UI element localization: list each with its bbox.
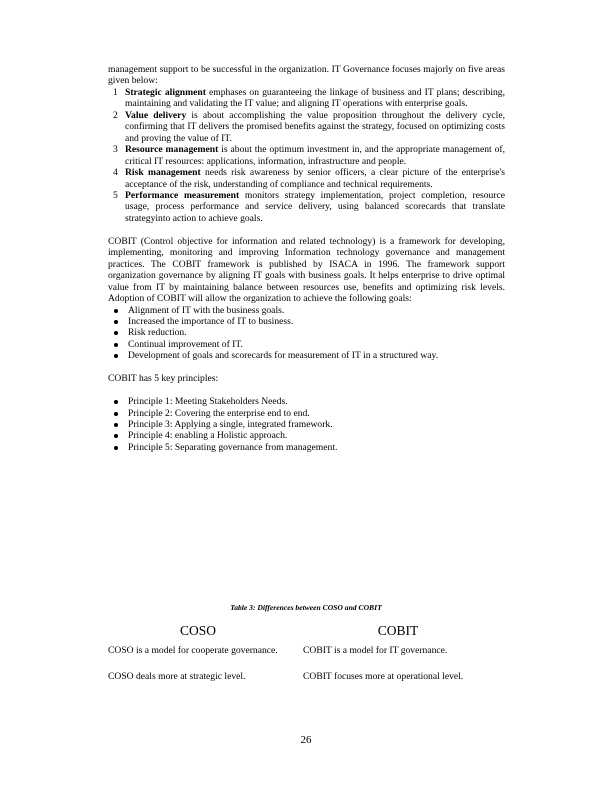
principles-list [108,396,505,453]
list-item [108,327,505,338]
focus-area-item [108,87,505,110]
focus-area-text: is about the optimum investment in, and the appropriate management of, critical IT resources: applications, information, infrastructure and people. [125,144,505,167]
list-number: 5 [113,189,118,201]
bullet-icon [114,423,118,427]
list-item [108,419,505,430]
list-item-text: Continual improvement of IT. [128,338,243,350]
spacer [108,224,505,235]
focus-area-item [108,190,505,224]
bullet-icon [114,400,118,404]
table-header-cobit: COBIT [377,623,419,638]
list-item-text: Principle 1: Meeting Stakeholders Needs. [128,396,288,408]
bullet-icon [114,354,118,358]
focus-area-text: is about accomplishing the value proposition throughout the delivery cycle, confirming that IT delivers the promised benefits against the strategy, focused on optimizing costs and proving the value of IT. [125,109,505,144]
table-row [108,644,508,670]
list-item [108,339,505,350]
focus-area-item [108,110,505,144]
list-number: 4 [113,167,118,179]
focus-area-item [108,144,505,167]
list-number: 3 [113,144,118,156]
list-item [108,316,505,327]
bullet-icon [114,434,118,438]
list-item-text: Risk reduction. [128,327,187,339]
bullet-icon [114,343,118,347]
list-item [108,430,505,441]
list-item-text: Principle 2: Covering the enterprise end to end. [128,407,310,419]
bullet-icon [114,309,118,313]
list-item-text: Principle 5: Separating governance from management. [128,441,338,453]
table-header-coso: COSO [179,623,216,638]
intro-paragraph: management support to be successful in the organization. IT Governance focuses majorly on five areas given below: [108,64,505,87]
cobit-goals-list [108,305,505,362]
table-caption: Table 3: Differences between COSO and COBIT [230,603,382,612]
list-item-text: Principle 4: enabling a Holistic approach. [128,430,288,442]
focus-area-term: Strategic alignment [125,86,206,98]
list-item [108,396,505,407]
list-item-text: Increased the importance of IT to business. [128,315,294,327]
focus-area-text: monitors strategy implementation, project completion, resource usage, process performance and service delivery, using balanced scorecards that translate strategyinto action to achieve goals. [125,189,505,224]
focus-area-text: needs risk awareness by senior officers, a clear picture of the enterprise's acceptance of the risk, understanding of compliance and technical requirements. [125,167,505,190]
comparison-table [108,622,508,696]
cobit-paragraph: COBIT (Control objective for information and related technology) is a framework for developing, implementing, monitoring and improving Information technology governance and management practices. The COBIT framework is published by ISACA in 1996. The framework support organization governance by aligning IT goals with business goals. It helps enterprise to drive optimal value from IT by maintaining balance between resources use, benefits and optimizing risk levels. Adoption of COBIT will allow the organization to achieve the following goals: [108,235,505,305]
focus-area-term: Risk management [125,167,201,179]
focus-area-term: Resource management [125,144,219,156]
bullet-icon [114,320,118,324]
list-item [108,442,505,453]
list-item [108,408,505,419]
focus-area-text: emphases on guaranteeing the linkage of business and IT plans; describing, maintaining and validating the IT value; and aligning IT operations with enterprise goals. [125,86,505,110]
bullet-icon [114,331,118,335]
list-item [108,305,505,316]
principles-intro: COBIT has 5 key principles: [108,373,219,385]
list-item-text: Principle 3: Applying a single, integrated framework. [128,419,333,430]
focus-area-term: Performance measurement [125,189,240,201]
table-header-row [108,622,508,644]
page-number: 26 [300,734,312,746]
focus-area-item [108,167,505,190]
list-item [108,350,505,361]
list-number: 1 [113,86,118,98]
table-cell: COSO deals more at strategic level. [108,671,246,682]
bullet-icon [114,446,118,450]
table-cell: COBIT focuses more at operational level. [303,671,464,682]
focus-area-term: Value delivery [125,109,187,121]
table-row [108,670,508,696]
spacer [108,362,505,373]
spacer [108,385,505,396]
table-cell: COBIT is a model for IT governance. [303,645,448,656]
document-body [108,64,505,453]
table-cell: COSO is a model for cooperate governance. [108,645,278,656]
list-item-text: Development of goals and scorecards for measurement of IT in a structured way. [128,350,439,362]
focus-areas-list [108,87,505,224]
list-item-text: Alignment of IT with the business goals. [128,304,285,316]
list-number: 2 [113,109,118,121]
bullet-icon [114,412,118,416]
